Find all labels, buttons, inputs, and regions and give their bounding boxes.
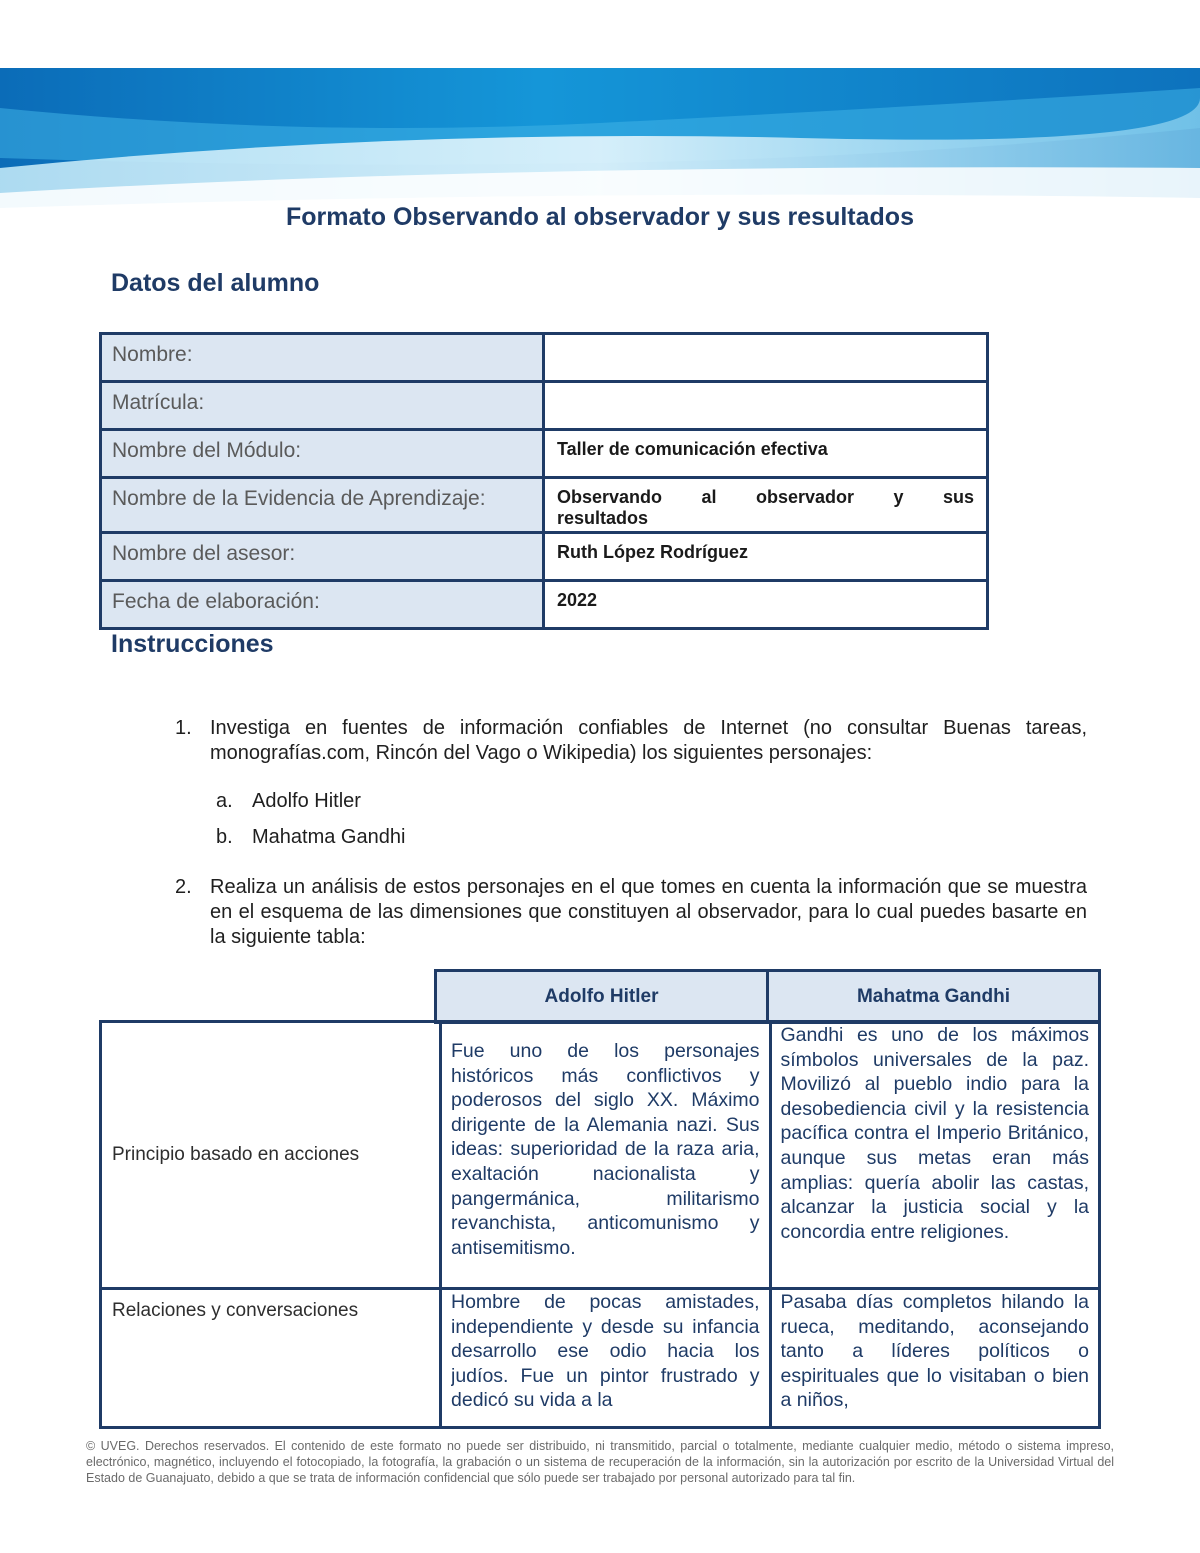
table-row (101, 382, 988, 430)
table-row (101, 581, 988, 629)
row-label: Fecha de elaboración: (101, 581, 544, 629)
evidence-value-line2: resultados (557, 508, 649, 528)
row-label: Nombre del Módulo: (101, 430, 544, 478)
evidence-value (544, 478, 988, 533)
row-label: Matrícula: (101, 382, 544, 430)
cell-text: Pasaba días completos hilando la rueca, meditando, aconsejando tanto a líderes políticos o espirituales que lo visitaban o bien a niños, (780, 1291, 1089, 1412)
table-row (101, 533, 988, 581)
table-row (436, 971, 1100, 1023)
table-row (101, 478, 988, 533)
list-letter: a. (216, 790, 233, 812)
row-label: Nombre del asesor: (101, 533, 544, 581)
instruction-item (175, 716, 1087, 766)
list-text: Mahatma Gandhi (252, 826, 406, 848)
advisor-value: Ruth López Rodríguez (544, 533, 988, 581)
list-letter: b. (216, 826, 233, 848)
gandhi-cell: Gandhi es uno de los máximos símbolos universales de la paz. Movilizó al pueblo indio para la desobediencia civil y la resistencia pacífica contra el Imperio Británico, aunque sus metas eran más amplias: quería abolir las castas, alcanzar la justicia social y la concordia entre religiones. (770, 1022, 1100, 1289)
cell-text: Hombre de pocas amistades, independiente y desde su infancia desarrollo ese odio hacia los judíos. Fue un pintor frustrado y dedicó su vida a la (451, 1291, 760, 1412)
copyright-footer: © UVEG. Derechos reservados. El contenido de este formato no puede ser distribuido, ni transmitido, parcial o totalmente, mediante cualquier medio, método o sistema impreso, electrónico, magnético, incluyendo el fotocopiado, la fotografía, la grabación o un sistema de recuperación de la información, sin la autorización por escrito de la Universidad Virtual del Estado de Guanajuato, debido a que se trata de información confidencial que sólo puede ser trabajado por personal autorizado para tal fin. (86, 1439, 1114, 1485)
gandhi-cell (770, 1289, 1100, 1428)
column-header-hitler: Adolfo Hitler (436, 971, 768, 1023)
module-value: Taller de comunicación efectiva (544, 430, 988, 478)
instruction-number: 1. (175, 717, 192, 739)
instruction-item (175, 875, 1087, 950)
table-row (101, 430, 988, 478)
column-header-gandhi: Mahatma Gandhi (768, 971, 1100, 1023)
hitler-cell: Fue uno de los personajes históricos más conflictivos y poderosos del siglo XX. Máximo dirigente de la Alemania nazi. Sus ideas: superioridad de la raza aria, exaltación nacionalista y pangermánica, militarismo revanchista, anticomunismo y antisemitismo. (441, 1022, 771, 1289)
table-row (101, 1289, 1100, 1428)
table-row (101, 334, 988, 382)
id-value[interactable] (544, 382, 988, 430)
row-label: Relaciones y conversaciones (101, 1289, 441, 1428)
row-label: Principio basado en acciones (101, 1022, 441, 1289)
hitler-cell (441, 1289, 771, 1428)
section-heading-student-data: Datos del alumno (111, 269, 320, 297)
name-value[interactable] (544, 334, 988, 382)
row-label: Nombre de la Evidencia de Aprendizaje: (101, 478, 544, 533)
document-title: Formato Observando al observador y sus resultados (286, 203, 914, 231)
student-data-table (99, 332, 989, 630)
table-row (101, 1022, 1100, 1289)
row-label: Nombre: (101, 334, 544, 382)
list-item (216, 826, 405, 849)
date-value: 2022 (544, 581, 988, 629)
list-item (216, 790, 361, 813)
evidence-value-line1: Observando al observador y sus (557, 487, 974, 507)
comparison-header (434, 969, 1101, 1024)
instruction-text: Realiza un análisis de estos personajes en el que tomes en cuenta la información que se muestra en el esquema de las dimensiones que constituyen al observador, para lo cual puedes basarte en la siguiente tabla: (210, 876, 1087, 948)
instruction-number: 2. (175, 876, 192, 898)
list-text: Adolfo Hitler (252, 790, 361, 812)
instruction-text: Investiga en fuentes de información confiables de Internet (no consultar Buenas tareas, monografías.com, Rincón del Vago o Wikipedia) los siguientes personajes: (210, 717, 1087, 764)
section-heading-instructions: Instrucciones (111, 630, 274, 658)
comparison-table (99, 1020, 1101, 1429)
header-banner (0, 68, 1200, 216)
